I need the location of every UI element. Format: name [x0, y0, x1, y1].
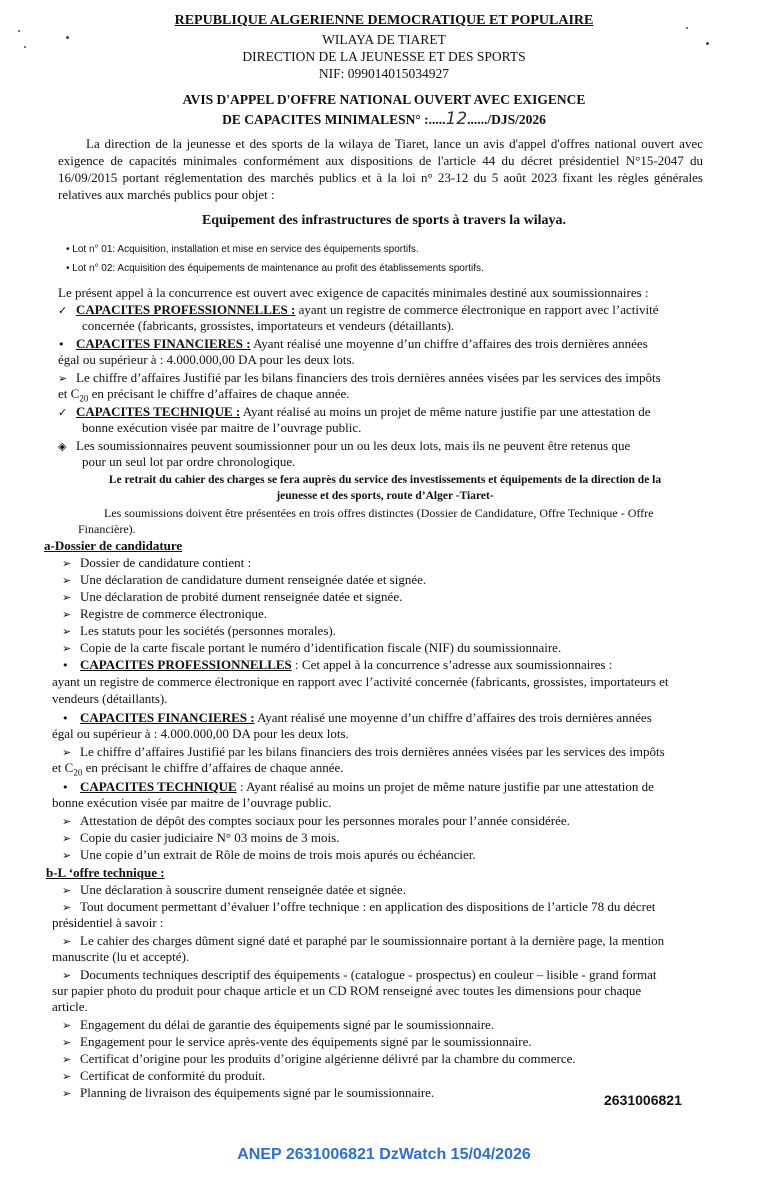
offre-item — [62, 1068, 265, 1085]
offre-item — [62, 1051, 576, 1068]
a-chiffre-affaires — [62, 744, 665, 761]
capacites-financieres-cont: égal ou supérieur à : 4.000.000,00 DA pour les deux lots. — [58, 352, 355, 367]
dossier-item — [62, 589, 402, 606]
objet-title: Equipement des infrastructures de sports à travers la wilaya. — [201, 213, 567, 228]
a-capacites-technique-cont: bonne exécution visée par maitre de l’ouvrage public. — [52, 795, 332, 810]
a-capacites-professionnelles-label: CAPACITES PROFESSIONNELLES — [80, 657, 292, 672]
arrow-icon: ➢ — [62, 815, 72, 828]
dossier-item — [62, 572, 426, 589]
offre-item-cont: manuscrite (lu et accepté). — [52, 949, 190, 964]
dossier-item — [62, 623, 336, 640]
a-capacites-technique — [62, 779, 654, 796]
arrow-icon: ➢ — [62, 1053, 72, 1066]
arrow-icon: ➢ — [62, 557, 72, 570]
direction-heading: DIRECTION DE LA JEUNESSE ET DES SPORTS — [242, 49, 526, 64]
bullet-icon: • — [62, 659, 69, 672]
dossier-item-text: Les statuts pour les sociétés (personnes morales). — [80, 623, 336, 638]
capacites-financieres-label: CAPACITES FINANCIERES : — [76, 336, 251, 351]
a-capacites-financieres-cont: égal ou supérieur à : 4.000.000,00 DA pour les deux lots. — [52, 726, 349, 741]
arrow-icon: ➢ — [62, 1070, 72, 1083]
arrow-icon: ➢ — [62, 746, 72, 759]
bullet-icon: • — [62, 712, 69, 725]
capacites-technique-text: Ayant réalisé au moins un projet de même nature justifie par une attestation de — [240, 404, 651, 419]
ca-suffix: en précisant le chiffre d’affaires de chaque année. — [88, 386, 350, 401]
conditions-intro: Le présent appel à la concurrence est ouvert avec exigence de capacités minimales destiné aux soumissionnaires : — [58, 285, 649, 300]
a-capacites-technique-text: : Ayant réalisé au moins un projet de même nature justifie par une attestation de — [236, 779, 654, 794]
dossier-item — [62, 813, 570, 830]
diamond-icon: ◈ — [58, 440, 67, 453]
dossier-item — [62, 847, 476, 864]
ca-subscript: 20 — [73, 767, 83, 778]
offre-item-text: Le cahier des charges dûment signé daté et paraphé par le soumissionnaire portant à la dernière page, la mention — [80, 933, 665, 948]
arrow-icon: ➢ — [62, 642, 72, 655]
capacites-technique-cont: bonne exécution visée par maitre de l’ouvrage public. — [82, 420, 362, 435]
retrait-cahier-1: Le retrait du cahier des charges se fera auprès du service des investissements et équipements de la direction de la — [108, 474, 662, 486]
chiffre-affaires-1 — [58, 370, 661, 387]
dossier-item — [62, 606, 267, 623]
offre-item — [62, 967, 657, 984]
bullet-icon: • — [62, 781, 69, 794]
capacites-professionnelles-cont: concernée (fabricants, grossistes, importateurs et vendeurs (détaillants). — [82, 318, 455, 333]
capacites-technique-label: CAPACITES TECHNIQUE : — [76, 404, 241, 419]
arrow-icon: ➢ — [62, 832, 72, 845]
nif-number: NIF: 099014015034927 — [318, 66, 450, 81]
a-capacites-financieres-label: CAPACITES FINANCIERES : — [80, 710, 255, 725]
lot-2: • Lot n° 02: Acquisition des équipements de maintenance au profit des établissements sportifs. — [66, 263, 484, 274]
a-chiffre-affaires-text: Le chiffre d’affaires Justifié par les bilans financiers des trois dernières années visées par les services des impôts — [80, 744, 665, 759]
dossier-item-text: Une déclaration de probité dument renseignée datée et signée. — [80, 589, 403, 604]
dossier-item — [62, 830, 339, 847]
offre-item-text: Certificat de conformité du produit. — [80, 1068, 266, 1083]
arrow-icon: ➢ — [62, 608, 72, 621]
ca-suffix: en précisant le chiffre d’affaires de chaque année. — [82, 760, 344, 775]
capacites-financieres-text: Ayant réalisé une moyenne d’un chiffre d’affaires des trois dernières années — [250, 336, 648, 351]
avis-title: AVIS D'APPEL D'OFFRE NATIONAL OUVERT AVEC EXIGENCE — [182, 92, 586, 107]
dossier-item-text: Une copie d’un extrait de Rôle de moins de trois mois apurés ou échéancier. — [80, 847, 476, 862]
arrow-icon: ➢ — [58, 372, 68, 385]
chiffre-affaires-text: Le chiffre d’affaires Justifié par les bilans financiers des trois dernières années visées par les services des impôts — [76, 370, 661, 385]
soumissions-note-2: Financière). — [78, 522, 136, 536]
offre-item-cont: article. — [52, 999, 88, 1014]
offre-item — [62, 882, 406, 899]
offre-item-text: Documents techniques descriptif des équipements - (catalogue - prospectus) en couleur – lisible - grand format — [80, 967, 657, 982]
offre-item-cont: sur papier photo du produit pour chaque article et un CD ROM renseigné avec toutes les dimensions pour chaque — [52, 983, 642, 998]
offre-item-text: Tout document permettant d’évaluer l’offre technique : en application des dispositions de l’article 78 du décret — [80, 899, 656, 914]
offre-item-text: Certificat d’origine pour les produits d’origine algérienne délivré par la chambre du commerce. — [80, 1051, 576, 1066]
dossier-item-text: Registre de commerce électronique. — [80, 606, 267, 621]
arrow-icon: ➢ — [62, 935, 72, 948]
dossier-item-text: Copie de la carte fiscale portant le numéro d’identification fiscale (NIF) du soumissionnaire. — [80, 640, 562, 655]
arrow-icon: ➢ — [62, 1036, 72, 1049]
retrait-cahier-2: jeunesse et des sports, route d’Alger -Tiaret- — [276, 490, 494, 502]
dossier-item — [62, 555, 251, 572]
reference-number: 2631006821 — [604, 1092, 682, 1108]
arrow-icon: ➢ — [62, 1087, 72, 1100]
arrow-icon: ➢ — [62, 625, 72, 638]
soumission-lots-text: Les soumissionnaires peuvent soumissionner pour un ou les deux lots, mais ils ne peuvent être retenus que — [76, 438, 631, 453]
check-icon: ✓ — [58, 406, 68, 419]
ca-prefix: et C — [52, 760, 74, 775]
a-capacites-professionnelles — [62, 657, 612, 674]
a-capacites-professionnelles-cont: ayant un registre de commerce électronique en rapport avec l’activité concernée (fabricants, grossistes, importateurs et — [52, 674, 669, 689]
offre-item — [62, 1034, 532, 1051]
handwritten-number: 12 — [445, 109, 468, 129]
offre-technique-title: b-L ‘offre technique : — [46, 865, 165, 880]
arrow-icon: ➢ — [62, 849, 72, 862]
arrow-icon: ➢ — [62, 901, 72, 914]
offre-item-text: Engagement du délai de garantie des équipements signé par le soumissionnaire. — [80, 1017, 495, 1032]
soumissions-note-1: Les soumissions doivent être présentées en trois offres distinctes (Dossier de Candidature, Offre Technique - Offre — [104, 506, 654, 520]
dossier-item-text: Dossier de candidature contient : — [80, 555, 252, 570]
dossier-item — [62, 640, 561, 657]
dossier-candidature-title: a-Dossier de candidature — [44, 538, 183, 553]
avis-number-prefix: DE CAPACITES MINIMALESN° :..... — [222, 112, 446, 127]
capacites-professionnelles-1 — [58, 302, 658, 319]
avis-number-line — [0, 109, 768, 129]
offre-item — [62, 1085, 434, 1102]
a-capacites-technique-label: CAPACITES TECHNIQUE — [80, 779, 237, 794]
arrow-icon: ➢ — [62, 1019, 72, 1032]
a-capacites-financieres-text: Ayant réalisé une moyenne d’un chiffre d’affaires des trois dernières années — [254, 710, 652, 725]
republic-heading: REPUBLIQUE ALGERIENNE DEMOCRATIQUE ET POPULAIRE — [174, 13, 594, 28]
offre-item-cont: présidentiel à savoir : — [52, 915, 164, 930]
offre-item-text: Engagement pour le service après-vente des équipements signé par le soumissionnaire. — [80, 1034, 532, 1049]
soumission-lots-1 — [58, 438, 630, 455]
ca-prefix: et C — [58, 386, 80, 401]
offre-item-text: Planning de livraison des équipements signé par le soumissionnaire. — [80, 1085, 435, 1100]
check-icon: ✓ — [58, 304, 68, 317]
dossier-item-text: Attestation de dépôt des comptes sociaux pour les personnes morales pour l’année considérée. — [80, 813, 570, 828]
capacites-professionnelles-text: ayant un registre de commerce électronique en rapport avec l’activité — [295, 302, 659, 317]
lot-1: • Lot n° 01: Acquisition, installation et mise en service des équipements sportifs. — [66, 244, 419, 255]
ca-subscript: 20 — [79, 393, 89, 404]
offre-item — [62, 899, 655, 916]
dossier-item-text: Une déclaration de candidature dument renseignée datée et signée. — [80, 572, 427, 587]
a-chiffre-affaires-cont — [52, 760, 344, 781]
a-capacites-professionnelles-cont2: vendeurs (détaillants). — [52, 691, 168, 706]
arrow-icon: ➢ — [62, 969, 72, 982]
capacites-professionnelles-label: CAPACITES PROFESSIONNELLES : — [76, 302, 296, 317]
offre-item-text: Une déclaration à souscrire dument renseignée datée et signée. — [80, 882, 406, 897]
a-capacites-financieres — [62, 710, 652, 727]
capacites-financieres-1 — [58, 336, 648, 353]
avis-number-suffix: ....../DJS/2026 — [467, 112, 546, 127]
a-capacites-professionnelles-text: : Cet appel à la concurrence s’adresse aux soumissionnaires : — [291, 657, 613, 672]
capacites-technique-1 — [58, 404, 651, 421]
arrow-icon: ➢ — [62, 574, 72, 587]
dossier-item-text: Copie du casier judiciaire N° 03 moins de 3 mois. — [80, 830, 340, 845]
anep-footer: ANEP 2631006821 DzWatch 15/04/2026 — [237, 1146, 531, 1163]
arrow-icon: ➢ — [62, 591, 72, 604]
offre-item — [62, 933, 664, 950]
offre-item — [62, 1017, 494, 1034]
bullet-icon: • — [58, 338, 65, 351]
intro-paragraph: La direction de la jeunesse et des sports de la wilaya de Tiaret, lance un avis d'appel d'offres national ouvert avec exigence de capacités minimales conformément aux dispositions de l'article 44 du décret présidentiel N°15-2047 du 16/09/2015 portant réglementation des marchés publics et à la loi n° 23-12 du 5 août 2023 fixant les règles générales relatives aux marchés publics pour objet : — [58, 136, 703, 202]
soumission-lots-cont: pour un seul lot par ordre chronologique. — [82, 454, 296, 469]
arrow-icon: ➢ — [62, 884, 72, 897]
wilaya-heading: WILAYA DE TIARET — [322, 32, 446, 47]
